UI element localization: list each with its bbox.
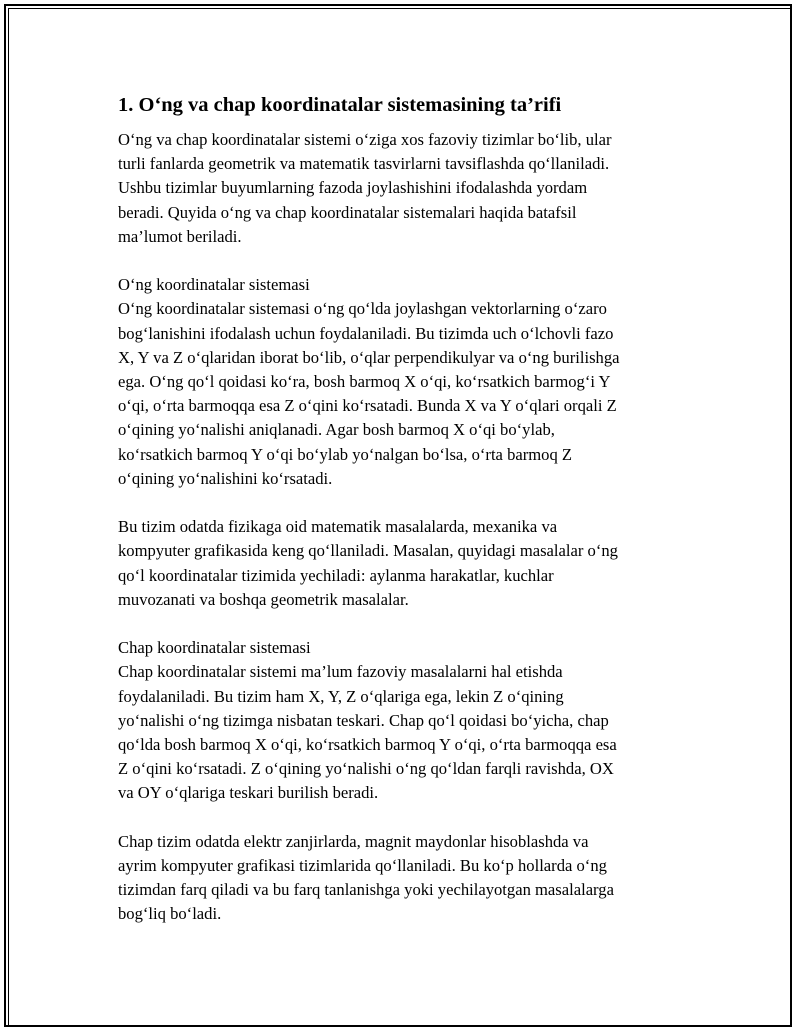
text-line: O‘ng koordinatalar sistemasi o‘ng qo‘lda joylashgan vektorlarning o‘zaro [118,299,607,319]
text-line: yo‘nalishi o‘ng tizimga nisbatan teskari. Chap qo‘l qoidasi bo‘yicha, chap [118,710,609,730]
paragraph-container [118,128,688,927]
text-line: ega. O‘ng qo‘l qoidasi ko‘ra, bosh barmoq X o‘qi, ko‘rsatkich barmog‘i Y [118,372,611,392]
text-line: Ushbu tizimlar buyumlarning fazoda joylashishini ifodalashda yordam [118,178,588,198]
paragraph [118,515,688,612]
text-line: ma’lumot beriladi. [118,226,242,246]
paragraph [118,830,688,927]
text-line: Chap koordinatalar sistemi ma’lum fazoviy masalalarni hal etishda [118,662,563,682]
text-line: Bu tizim odatda fizikaga oid matematik masalalarda, mexanika va [118,517,558,537]
text-line: beradi. Quyida o‘ng va chap koordinatalar sistemalari haqida batafsil [118,202,577,222]
text-line: bog‘lanishini ifodalash uchun foydalaniladi. Bu tizimda uch o‘lchovli fazo [118,323,614,343]
paragraph [118,128,688,249]
text-line: tizimdan farq qiladi va bu farq tanlanishga yoki yechilayotgan masalalarga [118,880,614,900]
text-line: Chap tizim odatda elektr zanjirlarda, magnit maydonlar hisoblashda va [118,831,589,851]
text-line: va OY o‘qlariga teskari burilish beradi. [118,783,379,803]
text-line: O‘ng koordinatalar sistemasi [118,275,310,295]
text-line: o‘qi, o‘rta barmoqqa esa Z o‘qini ko‘rsatadi. Bunda X va Y o‘qlari orqali Z [118,396,617,416]
document-title: 1. O‘ng va chap koordinatalar sistemasining ta’rifi [118,94,562,116]
text-line: Chap koordinatalar sistemasi [118,638,311,658]
text-line: bog‘liq bo‘ladi. [118,904,222,924]
paragraph [118,273,688,491]
text-line: ko‘rsatkich barmoq Y o‘qi bo‘ylab yo‘nalgan bo‘lsa, o‘rta barmoq Z [118,444,573,464]
document-body [118,92,688,951]
text-line: o‘qining yo‘nalishi aniqlanadi. Agar bosh barmoq X o‘qi bo‘ylab, [118,420,555,440]
text-line: qo‘l koordinatalar tizimida yechiladi: aylanma harakatlar, kuchlar [118,565,554,585]
text-line: kompyuter grafikasida keng qo‘llaniladi. Masalan, quyidagi masalalar o‘ng [118,541,618,561]
paragraph [118,636,688,805]
text-line: o‘qining yo‘nalishini ko‘rsatadi. [118,468,333,488]
text-line: X, Y va Z o‘qlaridan iborat bo‘lib, o‘qlar perpendikulyar va o‘ng burilishga [118,347,620,367]
text-line: Z o‘qini ko‘rsatadi. Z o‘qining yo‘nalishi o‘ng qo‘ldan farqli ravishda, OX [118,759,614,779]
text-line: O‘ng va chap koordinatalar sistemi o‘ziga xos fazoviy tizimlar bo‘lib, ular [118,130,612,149]
text-line: ayrim kompyuter grafikasi tizimlarida qo‘llaniladi. Bu ko‘p hollarda o‘ng [118,856,607,876]
text-line: foydalaniladi. Bu tizim ham X, Y, Z o‘qlariga ega, lekin Z o‘qining [118,686,564,706]
text-line: turli fanlarda geometrik va matematik tasvirlarni tavsiflashda qo‘llaniladi. [118,154,610,174]
text-line: qo‘lda bosh barmoq X o‘qi, ko‘rsatkich barmoq Y o‘qi, o‘rta barmoqqa esa [118,735,617,755]
text-line: muvozanati va boshqa geometrik masalalar. [118,589,409,609]
